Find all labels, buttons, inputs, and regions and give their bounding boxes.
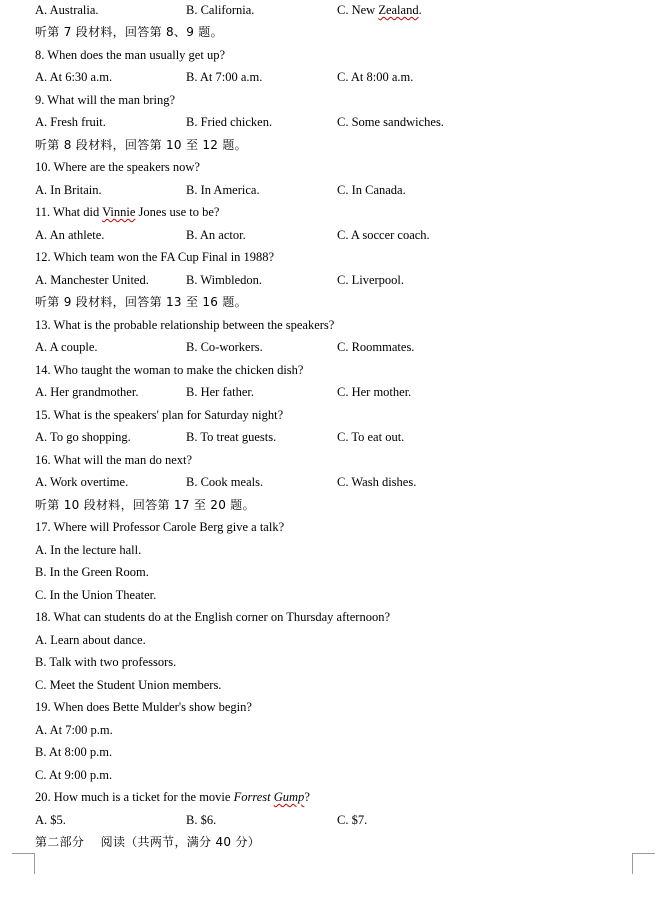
option-b: B. At 7:00 a.m. — [186, 70, 263, 84]
option-a: A. Her grandmother. — [35, 385, 139, 399]
question: 10. Where are the speakers now? — [35, 160, 200, 174]
option-c: C. At 8:00 a.m. — [337, 70, 414, 84]
option-a: A. Australia. — [35, 3, 99, 17]
option-a: A. At 6:30 a.m. — [35, 70, 113, 84]
option-a: A. To go shopping. — [35, 430, 131, 444]
option-a: A. In Britain. — [35, 183, 102, 197]
option-b: B. Her father. — [186, 385, 255, 399]
section-heading: 听第 10 段材料，回答第 17 至 20 题。 — [35, 498, 255, 512]
option-c: C. A soccer coach. — [337, 228, 430, 242]
option-c: C. In Canada. — [337, 183, 406, 197]
question: 12. Which team won the FA Cup Final in 1988? — [35, 250, 275, 264]
crop-mark-right — [632, 853, 655, 874]
section-heading: 听第 9 段材料，回答第 13 至 16 题。 — [35, 295, 247, 309]
option-c: C. Some sandwiches. — [337, 115, 444, 129]
option-b: B. Cook meals. — [186, 475, 264, 489]
option-a: A. Manchester United. — [35, 273, 149, 287]
question: 13. What is the probable relationship between the speakers? — [35, 318, 335, 332]
option-line: B. Talk with two professors. — [35, 655, 177, 669]
question: 11. What did Vinnie Jones use to be? — [35, 205, 220, 219]
option-b: B. An actor. — [186, 228, 246, 242]
question: 19. When does Bette Mulder's show begin? — [35, 700, 252, 714]
question: 9. What will the man bring? — [35, 93, 176, 107]
option-a: A. $5. — [35, 813, 66, 827]
section-heading: 听第 7 段材料，回答第 8、9 题。 — [35, 25, 223, 39]
option-line: C. At 9:00 p.m. — [35, 768, 113, 782]
spellcheck-flag: Gump — [273, 790, 305, 804]
option-b: B. To treat guests. — [186, 430, 277, 444]
option-line: C. Meet the Student Union members. — [35, 678, 222, 692]
question: 8. When does the man usually get up? — [35, 48, 226, 62]
option-a: A. Work overtime. — [35, 475, 129, 489]
option-c: C. Liverpool. — [337, 273, 405, 287]
question: 18. What can students do at the English corner on Thursday afternoon? — [35, 610, 390, 624]
question: 17. Where will Professor Carole Berg give a talk? — [35, 520, 285, 534]
option-line: A. At 7:00 p.m. — [35, 723, 113, 737]
question: 20. How much is a ticket for the movie Forrest Gump? — [35, 790, 310, 804]
option-line: A. Learn about dance. — [35, 633, 146, 647]
option-c: C. To eat out. — [337, 430, 405, 444]
crop-mark-left — [12, 853, 35, 874]
question: 14. Who taught the woman to make the chicken dish? — [35, 363, 304, 377]
option-b: B. In America. — [186, 183, 260, 197]
part-heading: 第二部分 阅读（共两节，满分 40 分） — [35, 835, 261, 849]
option-a: A. An athlete. — [35, 228, 105, 242]
option-b: B. $6. — [186, 813, 217, 827]
option-b: B. Fried chicken. — [186, 115, 273, 129]
option-line: B. At 8:00 p.m. — [35, 745, 113, 759]
option-b: B. Co-workers. — [186, 340, 263, 354]
option-c: C. Her mother. — [337, 385, 412, 399]
question: 15. What is the speakers' plan for Saturday night? — [35, 408, 284, 422]
option-b: B. Wimbledon. — [186, 273, 263, 287]
option-a: A. A couple. — [35, 340, 98, 354]
question: 16. What will the man do next? — [35, 453, 193, 467]
option-c: C. Roommates. — [337, 340, 415, 354]
option-line: A. In the lecture hall. — [35, 543, 142, 557]
spellcheck-flag: Zealand — [378, 3, 419, 17]
spellcheck-flag: Vinnie — [102, 205, 136, 219]
option-line: C. In the Union Theater. — [35, 588, 157, 602]
option-c: C. Wash dishes. — [337, 475, 417, 489]
option-b: B. California. — [186, 3, 255, 17]
section-heading: 听第 8 段材料，回答第 10 至 12 题。 — [35, 138, 247, 152]
option-a: A. Fresh fruit. — [35, 115, 106, 129]
option-c: C. $7. — [337, 813, 368, 827]
option-line: B. In the Green Room. — [35, 565, 149, 579]
option-c: C. New Zealand. — [337, 3, 422, 17]
